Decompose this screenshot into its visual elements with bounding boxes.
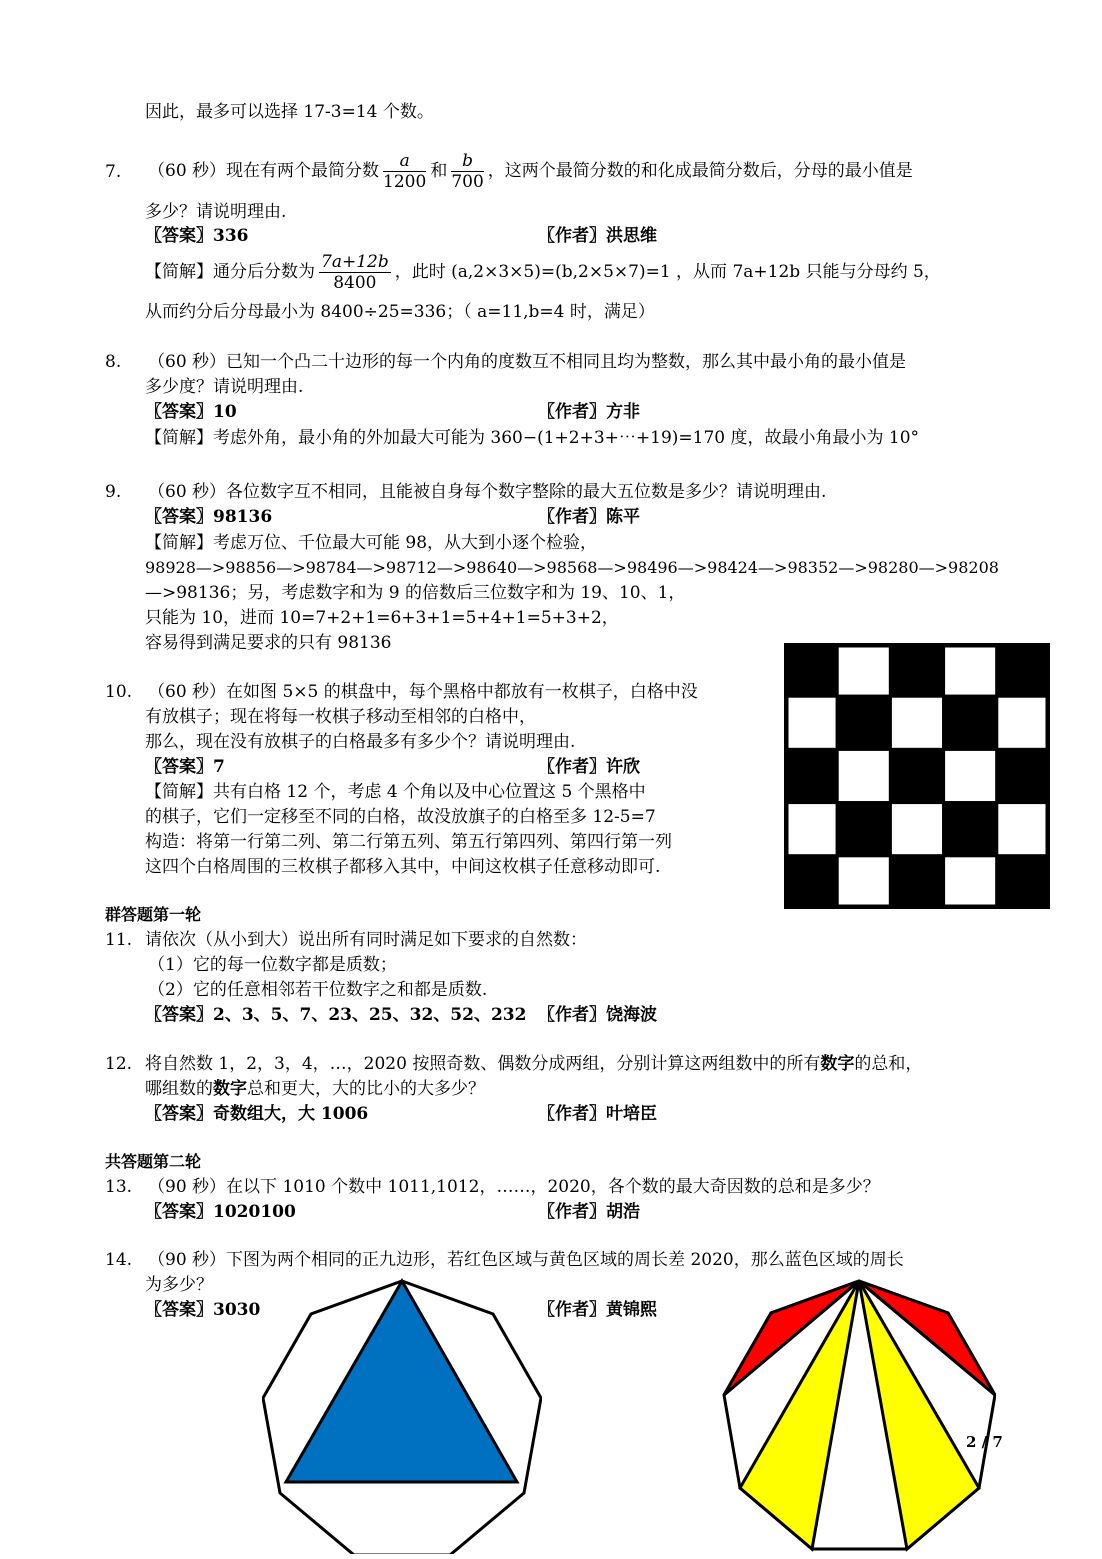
chess-cell-black (784, 749, 837, 802)
nonagon-red-yellow-figure (722, 1276, 996, 1554)
q12-emphasis-2: 数字 (213, 1079, 247, 1099)
q7-line2: 多少？请说明理由. (145, 202, 287, 222)
chess-cell-black (890, 749, 943, 802)
q10-line2: 有放棋子；现在将每一枚棋子移动至相邻的白格中， (145, 707, 536, 727)
q7-solution-fraction: $\frac{7a+12b}{8400}$ (321, 252, 389, 293)
q7-fraction-a: $\frac{a}{1200}$ (383, 151, 427, 192)
q7-fraction-b: $\frac{b}{700}$ (451, 151, 484, 192)
q10-solution-line4: 这四个白格周围的三枚棋子都移入其中，中间这枚棋子任意移动即可. (145, 857, 661, 877)
q7-mid: 和 (430, 161, 448, 181)
chess-cell-black (837, 803, 890, 856)
chess-cell-black (944, 696, 997, 749)
q10-author: 〖作者〗许欣 (538, 757, 640, 777)
q13-answer: 〖答案〗1020100 (145, 1202, 296, 1222)
q8-line2: 多少度？请说明理由. (145, 377, 304, 397)
q10-solution-line2: 的棋子，它们一定移至不同的白格，故没放旗子的白格至多 12-5=7 (145, 807, 656, 827)
chess-cell-white (784, 696, 837, 749)
chess-cell-white (944, 749, 997, 802)
q9-number: 9. (105, 482, 122, 502)
q8-solution: 【简解】考虑外角，最小角的外加最大可能为 360−(1+2+3+⋯+19)=170 度，故最小角最小为 10° (145, 428, 920, 448)
q11-line3: （2）它的任意相邻若干位数字之和都是质数. (148, 980, 488, 1000)
q9-solution-line3: —>98136；另，考虑数字和为 9 的倍数后三位数字和为 19、10、1， (145, 583, 686, 603)
chess-cell-black (944, 803, 997, 856)
q11-number: 11. (105, 930, 133, 950)
chess-cell-black (997, 643, 1050, 696)
q7-number: 7. (105, 162, 122, 182)
q9-solution-line1: 【简解】考虑万位、千位最大可能 98，从大到小逐个检验， (145, 533, 598, 553)
q7-solution-line1: 【简解】通分后分数为 $\frac{7a+12b}{8400}$ ，此时 (a,2×3×5)=(b,2×5×7)=1 ，从而 7a+12b 只能与分母约 5， (145, 252, 941, 293)
q12-author: 〖作者〗叶培臣 (538, 1104, 657, 1124)
nonagon-blue-figure (262, 1276, 542, 1554)
q7-author: 〖作者〗洪思维 (538, 226, 657, 246)
chess-cell-black (890, 856, 943, 909)
chess-cell-black (997, 856, 1050, 909)
chess-cell-white (837, 856, 890, 909)
q8-line1: （60 秒）已知一个凸二十边形的每一个内角的度数互不相同且均为整数，那么其中最小角的最小值是 (148, 352, 907, 372)
q10-number: 10. (105, 682, 133, 702)
q13-line1: （90 秒）在以下 1010 个数中 1011,1012，……，2020，各个数的最大奇因数的总和是多少？ (148, 1177, 880, 1197)
q10-line3: 那么，现在没有放棋子的白格最多有多少个？请说明理由. (145, 732, 576, 752)
chess-cell-black (784, 643, 837, 696)
q7-answer: 〖答案〗336 (145, 226, 249, 246)
q12-line2: 哪组数的数字总和更大，大的比小的大多少？ (145, 1079, 485, 1099)
q9-line1: （60 秒）各位数字互不相同，且能被自身每个数字整除的最大五位数是多少？请说明理由. (148, 482, 827, 502)
chess-cell-black (890, 643, 943, 696)
chess-cell-white (997, 803, 1050, 856)
page-number: 2 / 7 (966, 1433, 1003, 1451)
q10-answer: 〖答案〗7 (145, 757, 225, 777)
q7-pre: （60 秒）现在有两个最简分数 (148, 161, 380, 181)
q8-answer: 〖答案〗10 (145, 402, 237, 422)
chess-cell-white (890, 803, 943, 856)
chess-cell-white (997, 696, 1050, 749)
q11-answer: 〖答案〗2、3、5、7、23、25、32、52、232 (145, 1005, 527, 1025)
q13-author: 〖作者〗胡浩 (538, 1202, 640, 1222)
q11-line2: （1）它的每一位数字都是质数； (148, 955, 397, 975)
q10-solution-line1: 【简解】共有白格 12 个，考虑 4 个角以及中心位置这 5 个黑格中 (145, 782, 646, 802)
q14-answer: 〖答案〗3030 (145, 1300, 261, 1320)
q9-solution-line5: 容易得到满足要求的只有 98136 (145, 633, 392, 653)
q9-answer: 〖答案〗98136 (145, 507, 273, 527)
q12-answer: 〖答案〗奇数组大，大 1006 (145, 1104, 369, 1124)
q14-line1: （90 秒）下图为两个相同的正九边形，若红色区域与黄色区域的周长差 2020，那么蓝色区域的周长 (148, 1250, 904, 1270)
q14-number: 14. (105, 1250, 133, 1270)
chess-cell-white (784, 803, 837, 856)
intro-text: 因此，最多可以选择 17-3=14 个数。 (145, 102, 434, 122)
q9-solution-line2: 98928—>98856—>98784—>98712—>98640—>98568—>98496—>98424—>98352—>98280—>98208 (145, 558, 999, 577)
q9-solution-line4: 只能为 10，进而 10=7+2+1=6+3+1=5+4+1=5+3+2， (145, 608, 619, 628)
q12-number: 12. (105, 1054, 133, 1074)
chess-cell-black (997, 749, 1050, 802)
q10-solution-line3: 构造：将第一行第二列、第二行第五列、第五行第四列、第四行第一列 (145, 832, 672, 852)
chess-cell-white (837, 643, 890, 696)
q7-solution-line2: 从而约分后分母最小为 8400÷25=336；（ a=11,b=4 时，满足） (145, 302, 655, 322)
chess-cell-white (944, 856, 997, 909)
q12-emphasis-1: 数字 (820, 1054, 855, 1074)
section-title-2: 共答题第二轮 (105, 1152, 202, 1171)
q8-author: 〖作者〗方非 (538, 402, 640, 422)
chess-cell-white (837, 749, 890, 802)
q13-number: 13. (105, 1177, 133, 1197)
q11-author: 〖作者〗饶海波 (538, 1005, 657, 1025)
chess-cell-black (837, 696, 890, 749)
q8-number: 8. (105, 352, 122, 372)
q14-line2: 为多少？ (145, 1275, 213, 1295)
chess-cell-white (944, 643, 997, 696)
q10-line1: （60 秒）在如图 5×5 的棋盘中，每个黑格中都放有一枚棋子，白格中没 (148, 682, 698, 702)
q14-author: 〖作者〗黄锦熙 (538, 1300, 657, 1320)
q7-post: ，这两个最简分数的和化成最简分数后，分母的最小值是 (487, 161, 913, 181)
section-title-1: 群答题第一轮 (105, 905, 202, 924)
q7-line1 (148, 148, 913, 194)
q9-author: 〖作者〗陈平 (538, 507, 640, 527)
chess-cell-white (890, 696, 943, 749)
chess-cell-black (784, 856, 837, 909)
q11-line1: 请依次（从小到大）说出所有同时满足如下要求的自然数： (145, 930, 587, 950)
q12-line1: 将自然数 1，2，3，4，…，2020 按照奇数、偶数分成两组，分别计算这两组数中的所有数字的总和， (145, 1054, 923, 1074)
chessboard-figure (784, 643, 1050, 909)
